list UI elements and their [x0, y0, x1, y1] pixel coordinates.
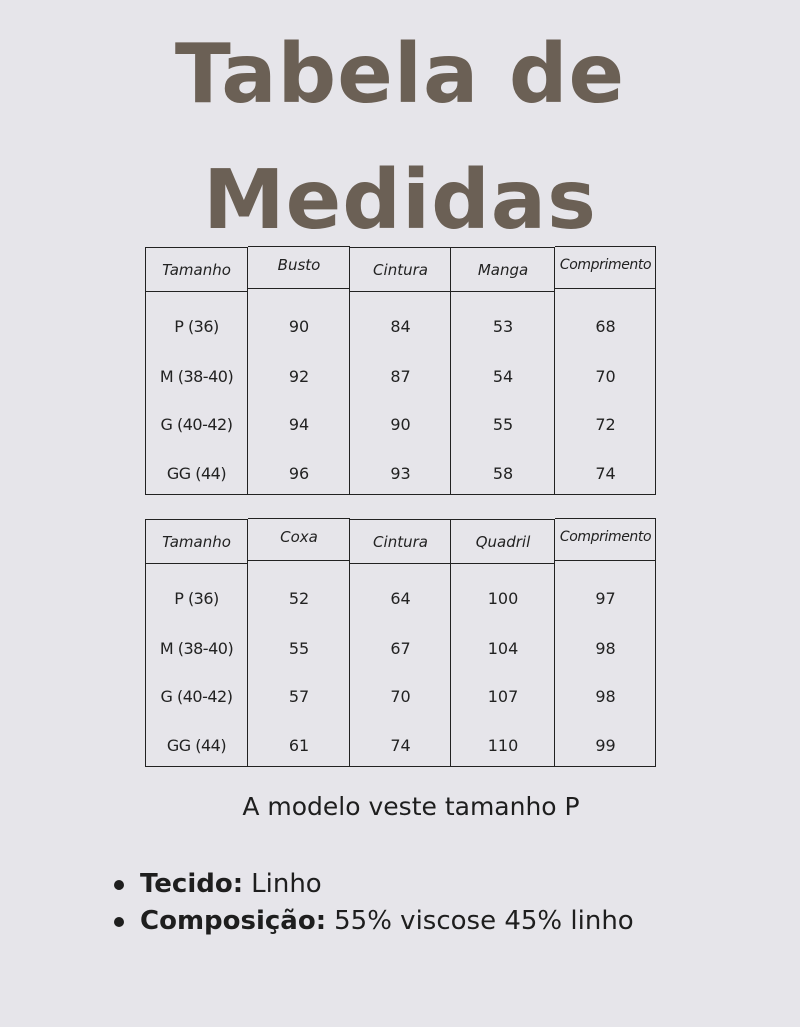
model-size-note: A modelo veste tamanho P: [242, 792, 580, 821]
table-cell: M (38-40): [159, 367, 234, 386]
table-cell: P (36): [174, 589, 219, 608]
table-cell: G (40-42): [160, 687, 233, 706]
table-cell: 53: [492, 317, 514, 336]
table-cell: 57: [288, 687, 310, 706]
column-header: Tamanho: [146, 247, 247, 292]
table-cell: 55: [492, 415, 514, 434]
table-cell: GG (44): [166, 736, 227, 755]
table-cell: 72: [595, 415, 616, 434]
table-cell: 58: [492, 464, 514, 483]
column-header: Busto: [248, 246, 350, 289]
table-cell: 99: [595, 736, 616, 755]
table-cell: 93: [390, 464, 411, 483]
table-cell: 74: [390, 736, 411, 755]
table-cell: 68: [595, 317, 616, 336]
table-cell: 100: [487, 589, 519, 608]
table-cell: GG (44): [166, 464, 227, 483]
table-cell: 90: [288, 317, 310, 336]
table-cell: 84: [390, 317, 411, 336]
column-comprimento: [554, 519, 656, 766]
column-header: Comprimento: [555, 246, 656, 289]
spec-value: Linho: [251, 869, 322, 899]
spec-label: Tecido:: [140, 869, 244, 899]
column-tamanho: [146, 247, 247, 494]
column-header: Manga: [451, 247, 555, 292]
column-quadril: [450, 519, 555, 766]
table-cell: 110: [487, 736, 519, 755]
table-cell: 96: [288, 464, 310, 483]
table-cell: 67: [390, 639, 411, 658]
column-comprimento: [554, 247, 656, 494]
size-table-top: [145, 247, 656, 495]
table-cell: 97: [595, 589, 616, 608]
table-cell: P (36): [174, 317, 219, 336]
column-cintura: [349, 519, 451, 766]
table-cell: 61: [288, 736, 310, 755]
table-cell: 70: [595, 367, 616, 386]
table-cell: 94: [288, 415, 310, 434]
bullet-icon: [114, 917, 124, 927]
column-busto: [247, 247, 350, 494]
column-header: Quadril: [451, 519, 555, 564]
spec-item-composicao: [114, 903, 634, 940]
product-specs-list: [114, 866, 634, 940]
page-title-line-2: Medidas: [203, 153, 597, 248]
column-cintura: [349, 247, 451, 494]
table-cell: M (38-40): [159, 639, 234, 658]
table-cell: G (40-42): [160, 415, 233, 434]
table-cell: 107: [487, 687, 519, 706]
table-cell: 54: [492, 367, 514, 386]
table-cell: 98: [595, 687, 616, 706]
spec-label: Composição:: [140, 906, 327, 936]
table-cell: 87: [390, 367, 411, 386]
column-header: Coxa: [248, 518, 350, 561]
table-cell: 52: [288, 589, 310, 608]
bullet-icon: [114, 880, 124, 890]
table-cell: 90: [390, 415, 411, 434]
column-header: Comprimento: [555, 518, 656, 561]
column-manga: [450, 247, 555, 494]
column-header: Cintura: [350, 519, 451, 564]
table-cell: 74: [595, 464, 616, 483]
column-header: Cintura: [350, 247, 451, 292]
spec-item-tecido: [114, 866, 634, 903]
table-cell: 55: [288, 639, 310, 658]
column-coxa: [247, 519, 350, 766]
table-cell: 92: [288, 367, 310, 386]
column-header: Tamanho: [146, 519, 247, 564]
size-table-bottom: [145, 519, 656, 767]
table-cell: 104: [487, 639, 519, 658]
spec-value: 55% viscose 45% linho: [334, 906, 634, 936]
table-cell: 64: [390, 589, 411, 608]
table-cell: 70: [390, 687, 411, 706]
page-title-line-1: Tabela de: [174, 27, 626, 122]
table-cell: 98: [595, 639, 616, 658]
column-tamanho: [146, 519, 247, 766]
